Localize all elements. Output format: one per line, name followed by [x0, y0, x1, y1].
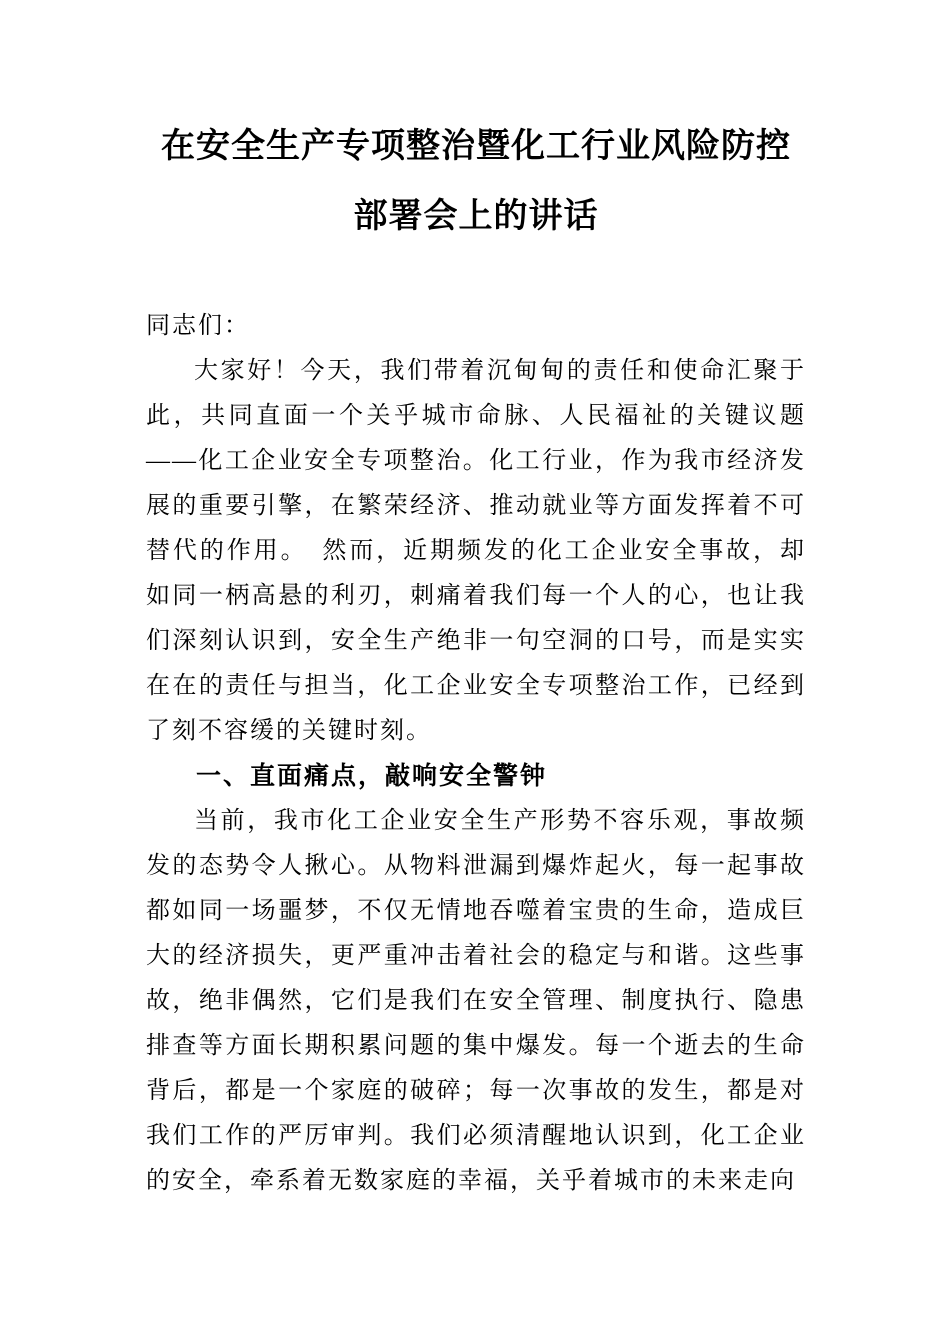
salutation-text: 同志们： — [146, 313, 250, 339]
document-title-line-1: 在安全生产专项整治暨化工行业风险防控 — [161, 128, 791, 165]
document-title — [146, 112, 806, 252]
paragraph-section-1: 当前，我市化工企业安全生产形势不容乐观，事故频发的态势令人揪心。从物料泄漏到爆炸起火，每一起事故都如同一场噩梦，不仅无情地吞噬着宝贵的生命，造成巨大的经济损失，更严重冲击着社会的稳定与和谐。这些事故，绝非偶然，它们是我们在安全管理、制度执行、隐患排查等方面长期积累问题的集中爆发。每一个逝去的生命背后，都是一个家庭的破碎；每一次事故的发生，都是对我们工作的严厉审判。我们必须清醒地认识到，化工企业的安全，牵系着无数家庭的幸福，关乎着城市的未来走向 — [146, 808, 806, 1194]
document-body — [146, 304, 806, 1204]
section-heading-1: 一、直面痛点，敲响安全警钟 — [196, 762, 548, 790]
document-title-line-2: 部署会上的讲话 — [353, 198, 599, 235]
paragraph-opening: 大家好！今天，我们带着沉甸甸的责任和使命汇聚于此，共同直面一个关乎城市命脉、人民福祉的关键议题——化工企业安全专项整治。化工行业，作为我市经济发展的重要引擎，在繁荣经济、推动就业等方面发挥着不可替代的作用。 然而，近期频发的化工企业安全事故，却如同一柄高悬的利刃，刺痛着我们每一个人的心，也让我们深刻认识到，安全生产绝非一句空洞的口号，而是实实在在的责任与担当，化工企业安全专项整治工作，已经到了刻不容缓的关键时刻。 — [146, 358, 806, 744]
